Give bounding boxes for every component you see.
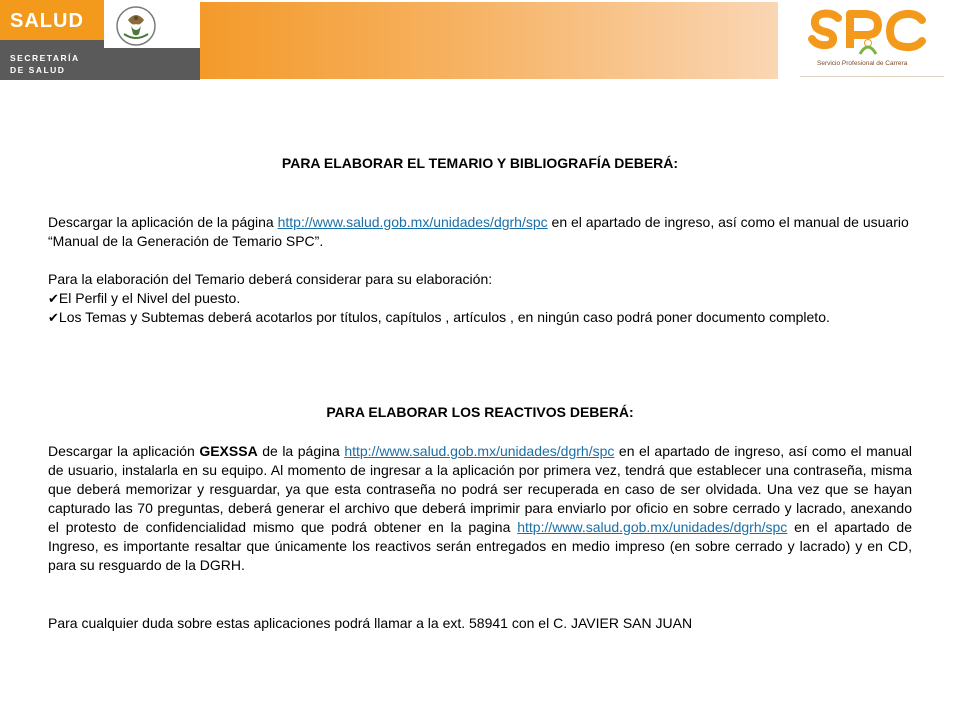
temario-p1-text-b: en el apartado de ingreso, así como el manual de usuario “Manual de la Generación de Temario SPC”.	[48, 214, 909, 249]
temario-paragraph-1	[48, 213, 912, 251]
reactivos-p1-text-d: en el apartado de Ingreso, es importante resaltar que únicamente los reactivos serán entregados en medio impreso (en sobre cerrado y lacrado) y en CD, para su resguardo de la DGRH.	[48, 519, 913, 573]
salud-logo	[0, 0, 200, 80]
secretaria-line-1: SECRETARÍA	[10, 53, 80, 63]
spc-logo	[800, 4, 944, 77]
bullet-2-text: Los Temas y Subtemas deberá acotarlos por títulos, capítulos , artículos , en ningún caso podrá poner documento completo.	[58, 309, 830, 325]
salud-logo-orange-block	[0, 0, 104, 40]
temario-bullet-1	[48, 289, 912, 308]
temario-bullet-2	[48, 308, 912, 327]
dgrh-spc-link-1[interactable]: http://www.salud.gob.mx/unidades/dgrh/spc	[344, 443, 615, 459]
bullet-1-text: El Perfil y el Nivel del puesto.	[58, 290, 241, 306]
reactivos-paragraph-1	[48, 442, 912, 575]
reactivos-p1-text-b: de la página	[257, 443, 345, 459]
temario-paragraph-2: Para la elaboración del Temario deberá considerar para su elaboración:	[48, 271, 493, 287]
secretaria-de-salud-text	[10, 52, 80, 76]
temario-heading: PARA ELABORAR EL TEMARIO Y BIBLIOGRAFÍA DEBERÁ:	[281, 155, 679, 171]
reactivos-p1-text-a: Descargar la aplicación	[48, 443, 200, 459]
spc-tagline: Servicio Profesional de Carrera	[817, 60, 908, 67]
header-gradient-band	[200, 2, 778, 79]
dgrh-spc-link-2[interactable]: http://www.salud.gob.mx/unidades/dgrh/spc	[517, 519, 788, 535]
spc-logo-mark	[800, 4, 944, 60]
temario-p1-text-a: Descargar la aplicación de la página	[48, 214, 278, 230]
contact-paragraph: Para cualquier duda sobre estas aplicaciones podrá llamar a la ext. 58941 con el C. JAVIER SAN JUAN	[48, 615, 693, 631]
secretaria-line-2: DE SALUD	[10, 65, 66, 75]
reactivos-heading: PARA ELABORAR LOS REACTIVOS DEBERÁ:	[326, 404, 634, 420]
reactivos-p1-text-c: en el apartado de ingreso, así como el manual de usuario, instalarla en su equipo. Al momento de ingresar a la aplicación por primera vez, tendrá que establecer una contraseña, misma que deberá memorizar y resguardar, ya que esta contraseña no podrá ser recuperada en caso de ser olvidada. Una vez que se hayan capturado las 70 preguntas, deberá generar el archivo que deberá imprimir para enviarlo por oficio en sobre cerrado y lacrado, anexando el protesto de confidencialidad mismo que podrá obtener en la pagina	[48, 443, 912, 535]
checkmark-icon: ✔	[48, 291, 59, 306]
checkmark-icon: ✔	[48, 310, 59, 325]
dgrh-spc-link[interactable]: http://www.salud.gob.mx/unidades/dgrh/spc	[277, 214, 548, 230]
gexssa-app-name: GEXSSA	[199, 443, 258, 459]
coat-of-arms-seal	[112, 4, 160, 48]
salud-brand-text: SALUD	[10, 10, 84, 32]
